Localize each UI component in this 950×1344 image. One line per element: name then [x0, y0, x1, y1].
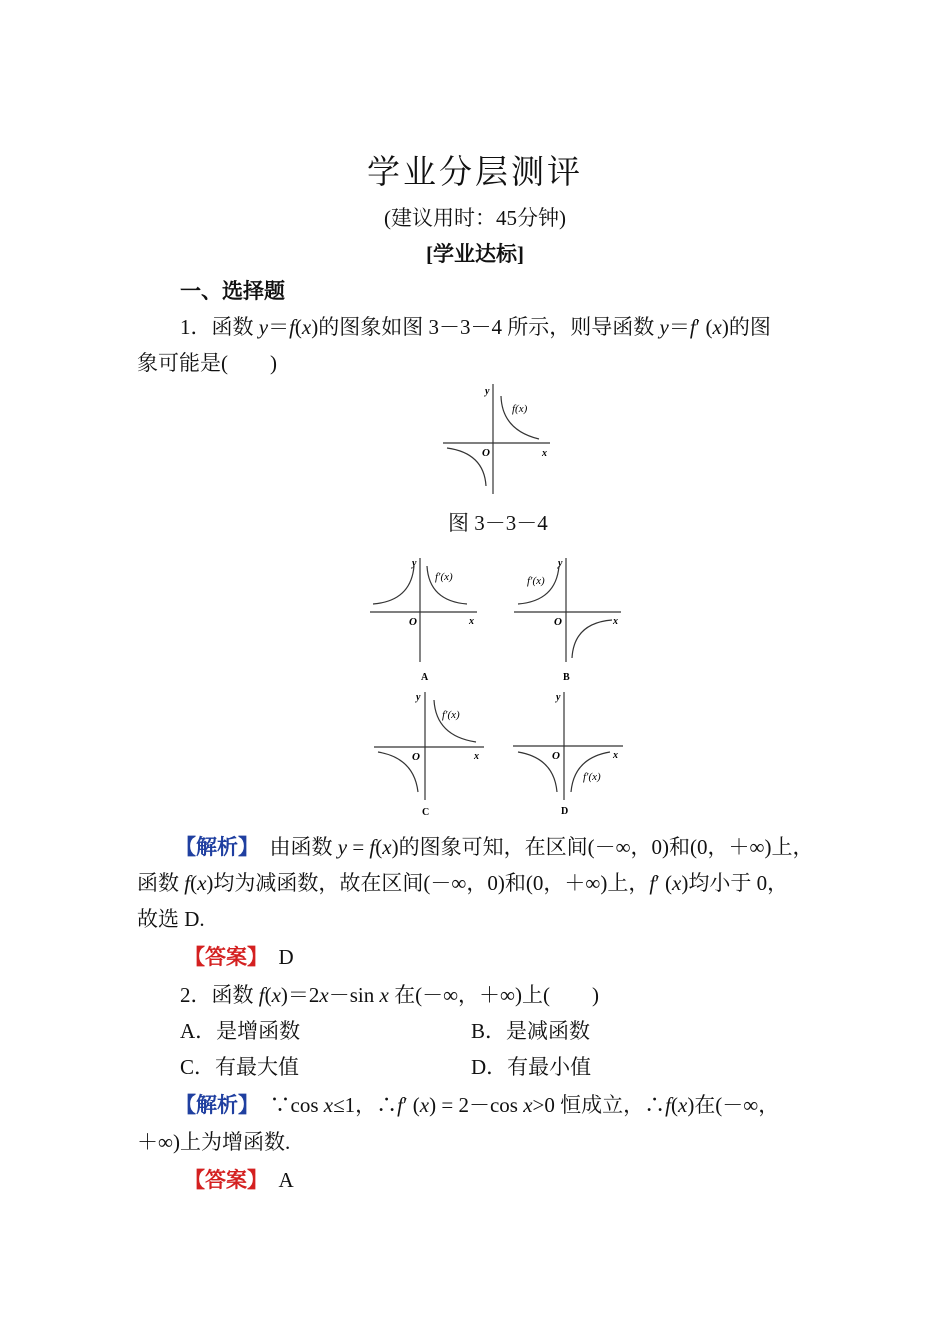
q1-analysis-line2: 函数 f(x)均为减函数，故在区间(－∞，0)和(0，＋∞)上，f′ (x)均小于 0，	[137, 871, 789, 895]
page-title: 学业分层测评	[367, 155, 583, 191]
q1-analysis-line3: 故选 D.	[137, 907, 205, 931]
option-letter: C	[422, 807, 430, 818]
option-a-graph	[367, 554, 482, 684]
y-axis-label: y	[416, 692, 421, 703]
part-heading: 一、选择题	[180, 279, 285, 303]
curve-label: f′(x)	[583, 771, 601, 783]
q2-analysis-line2: ＋∞)上为增函数.	[137, 1130, 291, 1154]
y-axis-label: y	[485, 386, 490, 397]
q2-option-a: A．是增函数	[180, 1019, 301, 1043]
x-axis-label: x	[613, 750, 618, 761]
answer-tag: 【答案】	[184, 1168, 258, 1192]
y-axis-label: y	[558, 558, 563, 569]
x-axis-label: x	[613, 616, 618, 627]
option-d-graph	[509, 688, 627, 820]
curve-label: f′(x)	[527, 575, 545, 587]
curve-third-quadrant	[447, 448, 486, 486]
option-letter: A	[421, 672, 429, 683]
curve-left	[373, 566, 414, 604]
time-suggestion: (建议用时：45分钟)	[384, 206, 566, 230]
q1-stem-line1: 1．函数 y＝f(x)的图象如图 3－3－4 所示，则导函数 y＝f′ (x)的图	[180, 315, 771, 339]
analysis-tag: 【解析】	[175, 1093, 249, 1117]
option-letter: B	[563, 672, 570, 683]
q2-analysis-line1: 【解析】 ∵cos x≤1，∴f′ (x) = 2－cos x>0 恒成立，∴f(x)在(－∞，	[175, 1093, 780, 1117]
q2-stem: 2．函数 f(x)＝2x－sin x 在(－∞，＋∞)上( )	[180, 983, 600, 1007]
x-axis-label: x	[474, 751, 479, 762]
q2-answer: 【答案】 A	[184, 1168, 294, 1192]
curve-label: f′(x)	[435, 571, 453, 583]
curve-first-quadrant	[434, 700, 476, 742]
curve-label: f′(x)	[442, 709, 460, 721]
origin-label: O	[412, 751, 420, 763]
origin-label: O	[554, 616, 562, 628]
origin-label: O	[409, 616, 417, 628]
q2-option-b: B．是减函数	[471, 1019, 591, 1043]
main-function-graph	[438, 382, 558, 497]
option-letter: D	[561, 806, 569, 817]
option-b-graph	[511, 554, 626, 684]
curve-label: f(x)	[512, 403, 528, 415]
q1-stem-line2: 象可能是( )	[137, 351, 277, 375]
origin-label: O	[482, 447, 490, 459]
analysis-tag: 【解析】	[175, 835, 249, 859]
option-c-graph	[370, 688, 488, 820]
origin-label: O	[552, 750, 560, 762]
y-axis-label: y	[556, 692, 561, 703]
q2-option-d: D．有最小值	[471, 1055, 592, 1079]
q1-answer: 【答案】 D	[184, 945, 294, 969]
q1-analysis-line1: 【解析】 由函数 y = f(x)的图象可知，在区间(－∞，0)和(0，＋∞)上，	[175, 835, 814, 859]
x-axis-label: x	[542, 448, 547, 459]
curve-right	[572, 620, 612, 658]
y-axis-label: y	[412, 558, 417, 569]
x-axis-label: x	[469, 616, 474, 627]
q2-option-c: C．有最大值	[180, 1055, 300, 1079]
answer-tag: 【答案】	[184, 945, 258, 969]
section-heading: [学业达标]	[426, 242, 524, 266]
figure-caption: 图 3－3－4	[448, 511, 548, 535]
